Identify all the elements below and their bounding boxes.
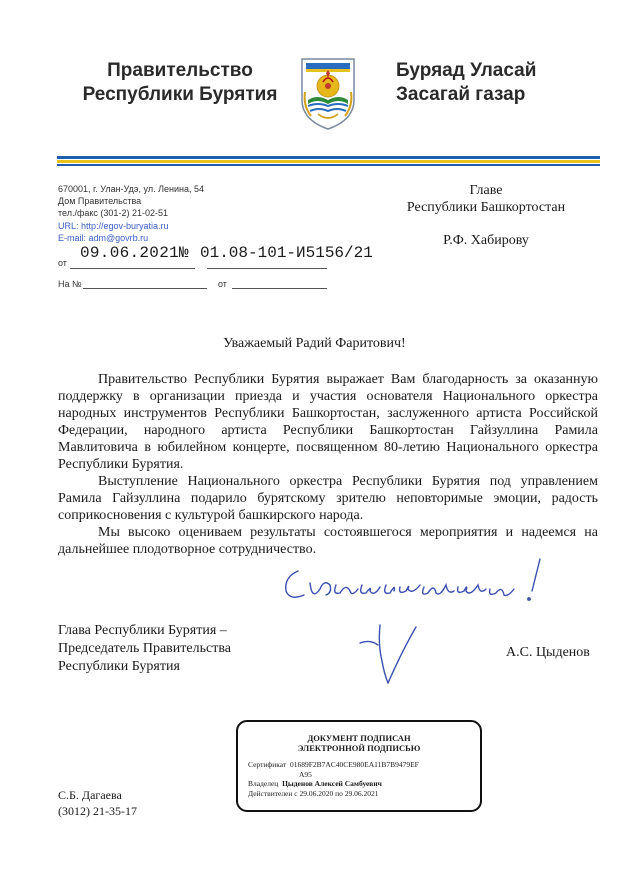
addressee-name: Р.Ф. Хабирову: [443, 233, 529, 248]
greeting: Уважаемый Радий Фаритович!: [223, 336, 406, 351]
stamp-cert-label: Сертификат: [248, 760, 287, 769]
government-name-buryat-line2: Засагай газар: [396, 84, 526, 105]
reg-date-line: [70, 268, 195, 269]
sender-address: 670001, г. Улан-Удэ, ул. Ленина, 54: [58, 184, 204, 194]
reg-number-line: [207, 268, 327, 269]
handwritten-signature: [270, 555, 560, 700]
sender-address-block: [58, 183, 204, 244]
signatory-title-line3: Республики Бурятия: [58, 659, 180, 674]
header-stripe-blue2: [57, 164, 600, 166]
reg-ref-number-line: [83, 288, 207, 289]
government-name-buryat-line1: Буряад Уласай: [396, 60, 537, 81]
executor-name: С.Б. Дагаева: [58, 788, 122, 802]
electronic-signature-stamp: [236, 720, 482, 812]
stamp-validity: Действителен с 29.06.2020 по 29.06.2021: [248, 788, 379, 798]
buryatia-coat-of-arms-icon: [299, 56, 357, 132]
addressee-line1: Главе: [469, 183, 503, 198]
stamp-details: [248, 760, 473, 798]
stamp-title-line2: ЭЛЕКТРОННОЙ ПОДПИСЬЮ: [297, 743, 421, 753]
body-paragraph-2: Выступление Национального оркестра Республики Бурятия под управлением Рамила Гайзуллина подарило бурятскому зрителю неповторимые эмоции, радость соприкосновения с культурой башкирского народа.: [58, 474, 598, 523]
executor-block: [58, 787, 137, 819]
body-paragraph-1: Правительство Республики Бурятия выражает Вам благодарность за оказанную поддержку в организации приезда и участия основателя Национального оркестра народных инструментов Республики Башкортостан, заслуженного артиста Российской Федерации, народного артиста Республики Башкортостан Гайзуллина Рамила Мавлитовича в юбилейном концерте, посвященном 80-летию Национального оркестра Республики Бурятия.: [58, 372, 598, 472]
reg-ot-label: от: [58, 258, 67, 268]
stamp-cert-value: 01689F2B7AC40CE980EA11B7B9479EF: [289, 760, 419, 769]
stamp-owner-name: Цыденов Алексей Самбуевич: [282, 779, 382, 788]
sender-phone: тел./факс (301-2) 21-02-51: [58, 208, 168, 219]
stamp-title: [238, 733, 480, 753]
signatory-title-line1: Глава Республики Бурятия –: [58, 623, 227, 638]
reg-na-label: На №: [58, 279, 82, 289]
stamp-cert-value-cont: A95: [299, 769, 312, 779]
stamp-owner-label: Владелец: [248, 779, 279, 788]
addressee-line2: Республики Башкортостан: [406, 200, 566, 215]
reg-ref-date-line: [232, 288, 327, 289]
reg-date: 09.06.2021: [80, 244, 180, 262]
executor-phone: (3012) 21-35-17: [58, 804, 137, 818]
stamp-owner-row: [248, 779, 473, 789]
letter-body: [58, 371, 598, 558]
government-name-line2: Республики Бурятия: [82, 84, 278, 105]
reg-num-symbol: №: [179, 244, 189, 262]
sender-building: Дом Правительства: [58, 196, 142, 207]
signatory-title-block: [58, 622, 231, 676]
addressee-block: [380, 182, 592, 216]
reg-ot-label2: от: [218, 279, 227, 289]
signatory-name: А.С. Цыденов: [506, 645, 590, 660]
sender-url[interactable]: URL: http://egov-buryatia.ru: [58, 220, 169, 231]
reg-number: 01.08-101-И5156/21: [200, 244, 373, 262]
stamp-title-line1: ДОКУМЕНТ ПОДПИСАН: [307, 733, 411, 743]
government-name-russian: [60, 59, 300, 107]
sender-email[interactable]: E-mail: adm@govrb.ru: [58, 232, 149, 243]
government-name-buryat: [396, 59, 596, 107]
stamp-certificate-row: [248, 760, 473, 770]
body-paragraph-3: Мы высоко оцениваем результаты состоявшегося мероприятия и надеемся на дальнейшее плодотворное сотрудничество.: [58, 525, 598, 557]
signatory-title-line2: Председатель Правительства: [58, 641, 231, 656]
government-name-line1: Правительство: [107, 60, 253, 81]
